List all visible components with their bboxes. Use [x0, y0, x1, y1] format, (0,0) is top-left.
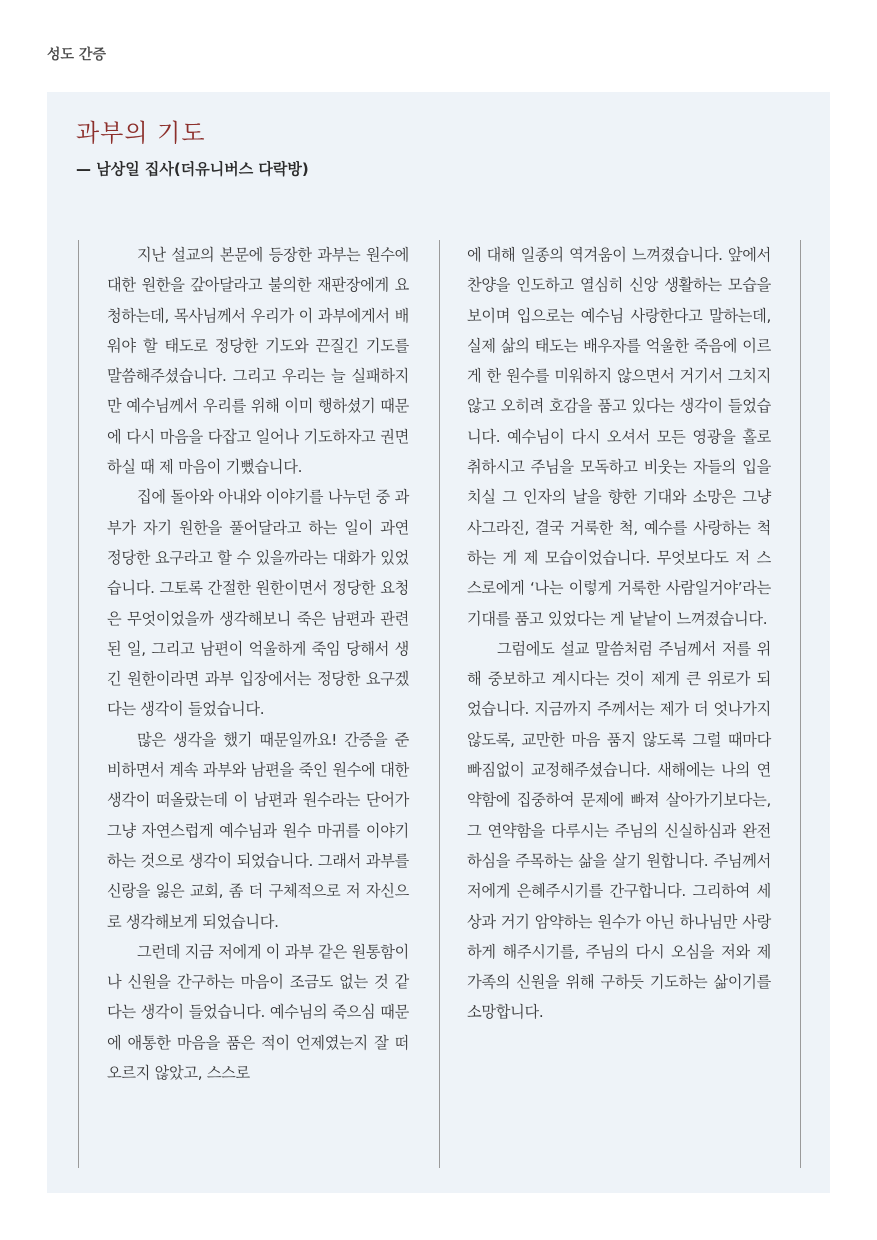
article-byline: — 남상일 집사(더유니버스 다락방) — [76, 160, 309, 178]
column-left-text — [107, 240, 409, 1088]
article-column-right — [439, 240, 801, 1168]
column-right-text — [467, 240, 771, 1028]
paragraph-continued: 에 대해 일종의 역겨움이 느껴졌습니다. 앞에서 찬양을 인도하고 열심히 신앙 생활하는 모습을 보이며 입으로는 예수님 사랑한다고 말하는데, 실제 삶의 태도는 배우자를 억울한 죽음에 이르게 한 원수를 미워하지 않으면서 거기서 그치지 않고 오히려 호감을 품고 있다는 생각이 들었습니다. 예수님이 다시 오셔서 모든 영광을 홀로 취하시고 주님을 모독하고 비웃는 자들의 입을 치실 그 인자의 날을 향한 기대와 소망은 그냥 사그라진, 결국 거룩한 척, 예수를 사랑하는 척하는 게 제 모습이었습니다. 무엇보다도 저 스스로에게 ‘나는 이렇게 거룩한 사람일거야’라는 기대를 품고 있었다는 게 낱낱이 느껴졌습니다. — [467, 246, 771, 628]
paragraph: 많은 생각을 했기 때문일까요! 간증을 준비하면서 계속 과부와 남편을 죽인 원수에 대한 생각이 떠올랐는데 이 남편과 원수라는 단어가 그냥 자연스럽게 예수님과 원수 마귀를 이야기하는 것으로 생각이 되었습니다. 그래서 과부를 신랑을 잃은 교회, 좀 더 구체적으로 저 자신으로 생각해보게 되었습니다. — [107, 730, 409, 931]
article-column-left — [78, 240, 440, 1168]
paragraph: 그럼에도 설교 말씀처럼 주님께서 저를 위해 중보하고 계시다는 것이 제게 큰 위로가 되었습니다. 지금까지 주께서는 제가 더 엇나가지 않도록, 교만한 마음 품지 않도록 그럴 때마다 빠짐없이 교정해주셨습니다. 새해에는 나의 연약함에 집중하여 문제에 빠져 살아가기보다는, 그 연약함을 다루시는 주님의 신실하심과 완전하심을 주목하는 삶을 살기 원합니다. 주님께서 저에게 은혜주시기를 간구합니다. 그리하여 세상과 거기 암약하는 원수가 아닌 하나님만 사랑하게 해주시기를, 주님의 다시 오심을 저와 제 가족의 신원을 위해 구하듯 기도하는 삶이기를 소망합니다. — [467, 639, 771, 1022]
section-label: 성도 간증 — [47, 47, 106, 63]
paragraph: 지난 설교의 본문에 등장한 과부는 원수에 대한 원한을 갚아달라고 불의한 재판장에게 요청하는데, 목사님께서 우리가 이 과부에게서 배워야 할 태도로 정당한 기도와 끈질긴 기도를 말씀해주셨습니다. 그리고 우리는 늘 실패하지만 예수님께서 우리를 위해 이미 행하셨기 때문에 다시 마음을 다잡고 일어나 기도하자고 권면하실 때 제 마음이 기뻤습니다. — [107, 246, 409, 477]
paragraph: 그런데 지금 저에게 이 과부 같은 원통함이나 신원을 간구하는 마음이 조금도 없는 것 같다는 생각이 들었습니다. 예수님의 죽으심 때문에 애통한 마음을 품은 적이 언제였는지 잘 떠오르지 않았고, 스스로 — [107, 942, 409, 1083]
paragraph: 집에 돌아와 아내와 이야기를 나누던 중 과부가 자기 원한을 풀어달라고 하는 일이 과연 정당한 요구라고 할 수 있을까라는 대화가 있었습니다. 그토록 간절한 원한이면서 정당한 요청은 무엇이었을까 생각해보니 죽은 남편과 관련된 일, 그리고 남편이 억울하게 죽임 당해서 생긴 원한이라면 과부 입장에서는 정당한 요구겠다는 생각이 들었습니다. — [107, 488, 409, 719]
article-title: 과부의 기도 — [76, 119, 206, 147]
